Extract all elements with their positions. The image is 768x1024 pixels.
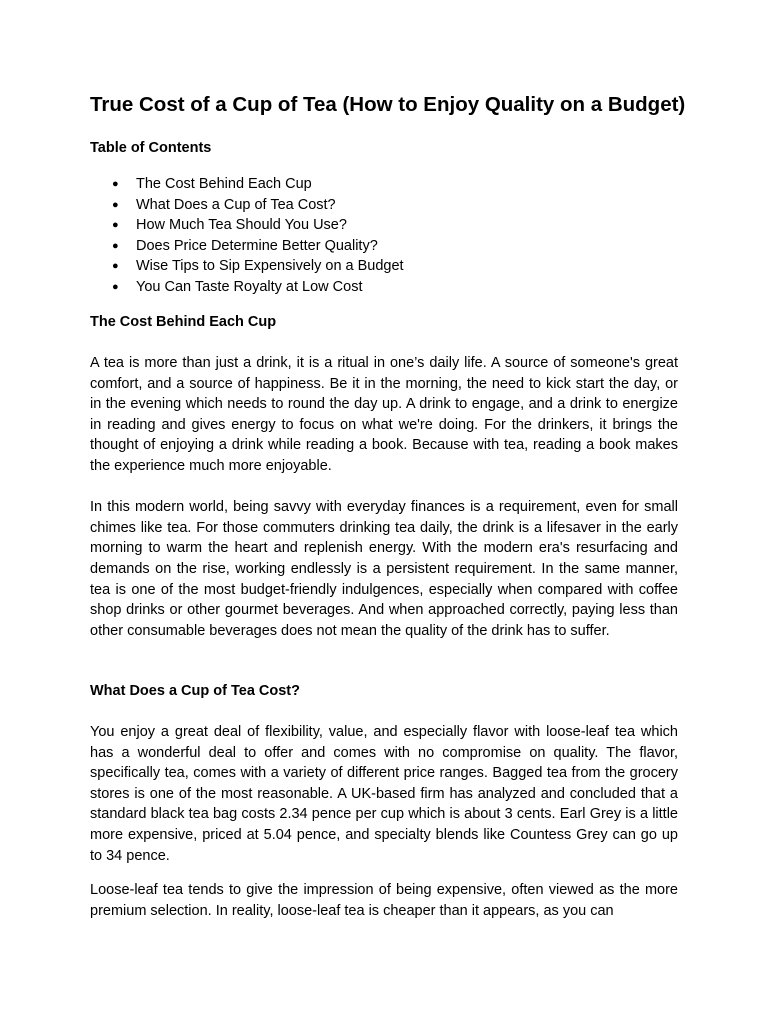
page-title: True Cost of a Cup of Tea (How to Enjoy Quality on a Budget): [90, 93, 686, 116]
toc-item[interactable]: [90, 174, 404, 195]
toc-item-label: Wise Tips to Sip Expensively on a Budget: [136, 258, 404, 275]
paragraph: In this modern world, being savvy with everyday finances is a requirement, even for small chimes like tea. For those commuters drinking tea daily, the drink is a lifesaver in the early morning to warm the heart and replenish energy. With the modern era's resurfacing and demands on the rise, working endlessly is a persistent requirement. In the same manner, tea is one of the most budget-friendly indulgences, especially when compared with coffee shop drinks or other gourmet beverages. And when approached correctly, paying less than other consumable beverages does not mean the quality of the drink has to suffer.: [90, 499, 678, 639]
toc-item-label: Does Price Determine Better Quality?: [136, 237, 378, 254]
toc-list: [90, 174, 404, 298]
toc-item-label: What Does a Cup of Tea Cost?: [136, 196, 336, 213]
bullet-icon: ●: [112, 178, 119, 190]
bullet-icon: ●: [112, 198, 119, 211]
paragraph: A tea is more than just a drink, it is a ritual in one’s daily life. A source of someone's great comfort, and a source of happiness. Be it in the morning, the need to kick start the day, or in the evening which needs to round the day up. A drink to engage, and a drink to energize in reading and gives energy to focus on what we're doing. For the drinkers, it brings the thought of enjoying a drink while reading a book. Because with tea, reading a book makes the experience much more enjoyable.: [90, 355, 678, 474]
toc-item[interactable]: [90, 236, 404, 257]
toc-item[interactable]: [90, 195, 404, 216]
section-cup-cost: [90, 681, 678, 921]
toc-item[interactable]: [90, 215, 404, 236]
bullet-icon: ●: [112, 239, 119, 252]
toc-heading: Table of Contents: [90, 140, 212, 156]
bullet-icon: ●: [112, 219, 119, 232]
toc-item[interactable]: [90, 277, 404, 298]
bullet-icon: ●: [112, 260, 119, 273]
toc-item-label: You Can Taste Royalty at Low Cost: [136, 278, 363, 295]
paragraph: Loose-leaf tea tends to give the impression of being expensive, often viewed as the more premium selection. In reality, loose-leaf tea is cheaper than it appears, as you can: [90, 882, 678, 919]
section-heading: The Cost Behind Each Cup: [90, 314, 277, 330]
section-heading: What Does a Cup of Tea Cost?: [90, 683, 300, 699]
section-cost-behind: [90, 312, 678, 641]
bullet-icon: ●: [112, 280, 119, 293]
toc-item[interactable]: [90, 256, 404, 277]
toc-item-label: The Cost Behind Each Cup: [136, 176, 312, 192]
toc-item-label: How Much Tea Should You Use?: [136, 217, 347, 234]
paragraph: You enjoy a great deal of flexibility, value, and especially flavor with loose-leaf tea which has a wonderful deal to offer and comes with no compromise on quality. The flavor, specifically tea, comes with a variety of different price ranges. Bagged tea from the grocery stores is one of the most reasonable. A UK-based firm has analyzed and concluded that a standard black tea bag costs 2.34 pence per cup which is about 3 cents. Earl Grey is a little more expensive, priced at 5.04 pence, and specialty blends like Countess Grey can go up to 34 pence.: [90, 724, 678, 864]
